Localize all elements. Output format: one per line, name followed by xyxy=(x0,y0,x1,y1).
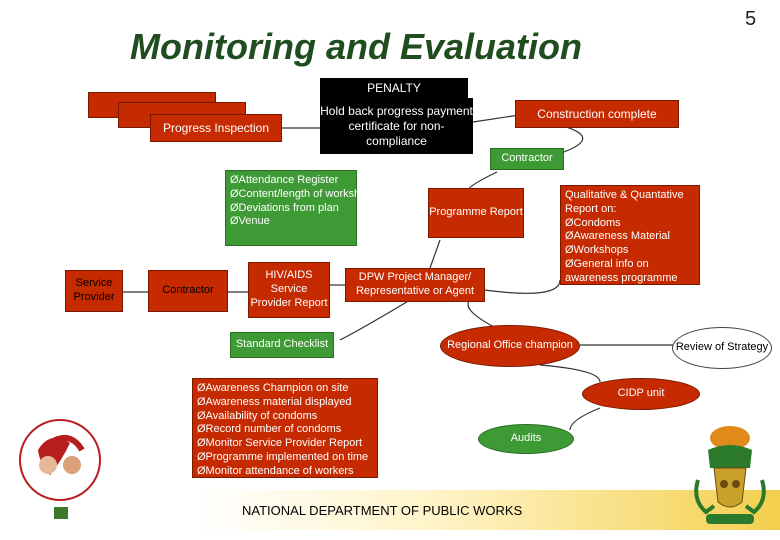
qualitative-item: ØGeneral info on xyxy=(565,257,649,270)
workshop-item: ØDeviations from plan xyxy=(230,201,339,214)
connector-dpw-to-qualitative xyxy=(485,280,560,293)
cidp-unit-ellipse: CIDP unit xyxy=(582,378,700,410)
checklist-item: ØMonitor attendance of workers xyxy=(197,464,354,477)
audits-ellipse: Audits xyxy=(478,424,574,454)
qualitative-item: Qualitative & Quantative xyxy=(565,189,684,201)
hold-back-box: Hold back progress payment certificate for non-compliance xyxy=(320,98,473,154)
regional-champion-ellipse: Regional Office champion xyxy=(440,325,580,367)
qualitative-item: ØCondoms xyxy=(565,216,621,229)
connector-regional-to-cidp xyxy=(540,365,600,382)
checklist-item: ØAvailability of condoms xyxy=(197,409,318,422)
dpw-manager-box: DPW Project Manager/ Representative or Agent xyxy=(345,268,485,302)
footer-text: NATIONAL DEPARTMENT OF PUBLIC WORKS xyxy=(242,502,523,518)
qualitative-item: ØAwareness Material xyxy=(565,230,670,243)
awareness-emblem-icon xyxy=(10,415,110,525)
checklist-item: ØAwareness material displayed xyxy=(197,395,352,408)
checklist-item: ØMonitor Service Provider Report xyxy=(197,437,363,449)
connector-report-to-dpw xyxy=(430,240,440,268)
checklist-item: ØRecord number of condoms xyxy=(197,423,342,436)
qualitative-item: ØWorkshops xyxy=(565,244,629,256)
programme-report-box: Programme Report xyxy=(428,188,524,238)
workshop-item: ØContent/length of workshops xyxy=(230,187,378,200)
workshop-item: ØAttendance Register xyxy=(230,174,339,186)
page-number: 5 xyxy=(745,8,757,30)
contractor-top-box: Contractor xyxy=(490,148,564,170)
checklist-items-box xyxy=(192,378,378,478)
progress-inspection-box: Progress Inspection xyxy=(150,114,282,142)
workshop-items-box xyxy=(225,170,378,246)
connector-dpw-to-checklist xyxy=(340,300,410,340)
standard-checklist-box: Standard Checklist xyxy=(230,332,334,358)
qualitative-item: Report on: xyxy=(565,202,617,215)
hiv-aids-report-box: HIV/AIDS Service Provider Report xyxy=(248,262,330,318)
contractor-left-box: Contractor xyxy=(148,270,228,312)
construction-complete-box: Construction complete xyxy=(515,100,679,128)
checklist-item: ØAwareness Champion on site xyxy=(197,382,349,394)
service-provider-box: Service Provider xyxy=(65,270,123,312)
checklist-item: ØProgramme implemented on time xyxy=(197,450,369,463)
coat-of-arms-icon xyxy=(684,420,776,530)
page-title: Monitoring and Evaluation xyxy=(130,26,582,67)
penalty-box: PENALTY xyxy=(320,78,468,98)
qualitative-report-box xyxy=(560,185,700,285)
workshop-item: ØVenue xyxy=(230,215,270,228)
qualitative-item: awareness programme xyxy=(565,271,678,284)
review-strategy-ellipse: Review of Strategy xyxy=(672,327,772,369)
connector-cidp-to-audits xyxy=(570,408,600,430)
